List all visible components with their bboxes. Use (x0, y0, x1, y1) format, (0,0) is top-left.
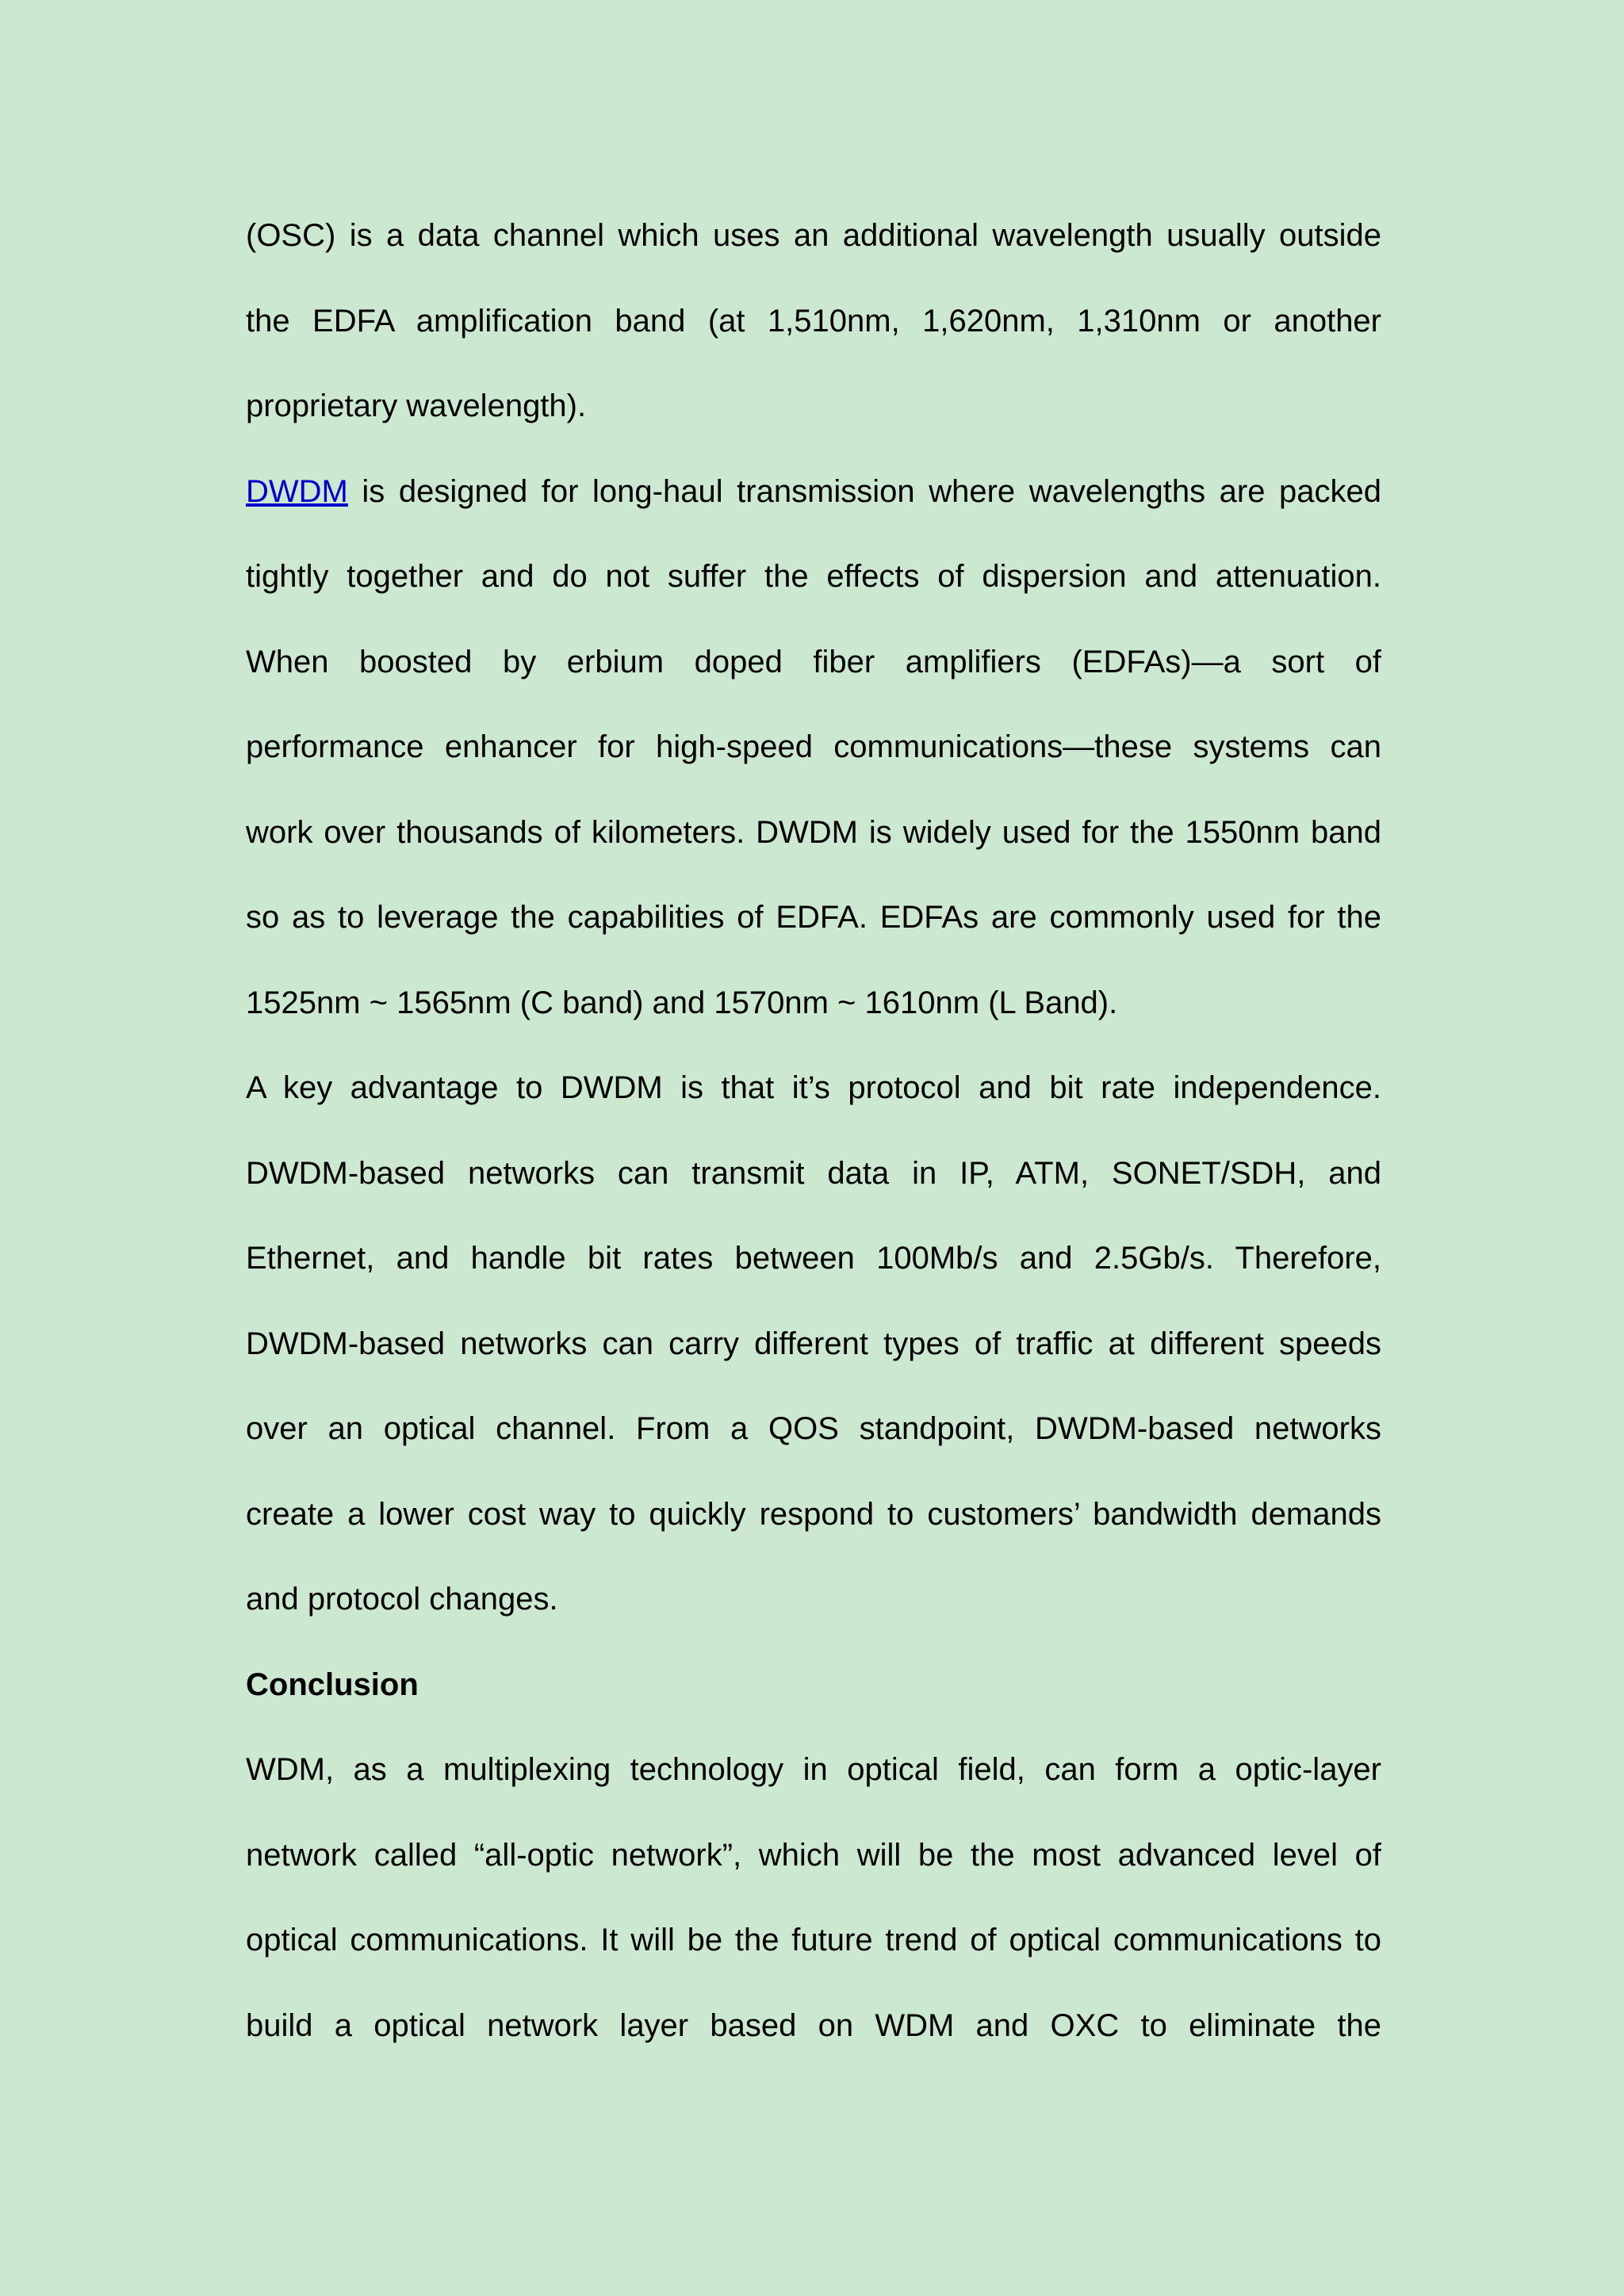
text-line: build a optical network layer based on WDM and OXC to eliminate the (246, 2007, 1381, 2043)
text-line: so as to leverage the capabilities of EDFA. EDFAs are commonly used for the (246, 900, 1381, 935)
text-line: DWDM-based networks can transmit data in IP, ATM, SONET/SDH, and (246, 1155, 1381, 1191)
paragraph-advantage (246, 1046, 1381, 1643)
text-line: Ethernet, and handle bit rates between 100Mb/s and 2.5Gb/s. Therefore, (246, 1241, 1381, 1276)
document-page (246, 193, 1381, 2068)
text-line: create a lower cost way to quickly respond to customers’ bandwidth demands (246, 1496, 1381, 1532)
text-line: network called “all-optic network”, which will be the most advanced level of (246, 1837, 1381, 1873)
text-line (246, 450, 1381, 535)
text-line: A key advantage to DWDM is that it’s protocol and bit rate independence. (246, 1070, 1381, 1105)
text-line: When boosted by erbium doped fiber amplifiers (EDFAs)—a sort of (246, 644, 1381, 679)
text-line: work over thousands of kilometers. DWDM is widely used for the 1550nm band (246, 814, 1381, 850)
text-line: WDM, as a multiplexing technology in optical field, can form a optic-layer (246, 1752, 1381, 1787)
conclusion-heading: Conclusion (246, 1667, 419, 1702)
text-line: performance enhancer for high-speed communications—these systems can (246, 729, 1381, 764)
text-line: proprietary wavelength). (246, 388, 587, 423)
dwdm-link[interactable]: DWDM (246, 473, 348, 509)
text-line: 1525nm ~ 1565nm (C band) and 1570nm ~ 1610nm (L Band). (246, 985, 1118, 1020)
text-line: over an optical channel. From a QOS standpoint, DWDM-based networks (246, 1411, 1381, 1446)
text-line-rest: is designed for long-haul transmission where wavelengths are packed (347, 473, 1381, 509)
paragraph-conclusion (246, 1728, 1381, 2068)
text-line: and protocol changes. (246, 1582, 558, 1617)
text-line: tightly together and do not suffer the effects of dispersion and attenuation. (246, 559, 1381, 594)
text-line: optical communications. It will be the future trend of optical communications to (246, 1923, 1381, 1957)
text-line: DWDM-based networks can carry different types of traffic at different speeds (246, 1326, 1381, 1361)
text-line: (OSC) is a data channel which uses an additional wavelength usually outside (246, 218, 1381, 253)
paragraph-osc (246, 193, 1381, 450)
paragraph-dwdm (246, 450, 1381, 1047)
text-line: the EDFA amplification band (at 1,510nm, 1,620nm, 1,310nm or another (246, 303, 1381, 339)
